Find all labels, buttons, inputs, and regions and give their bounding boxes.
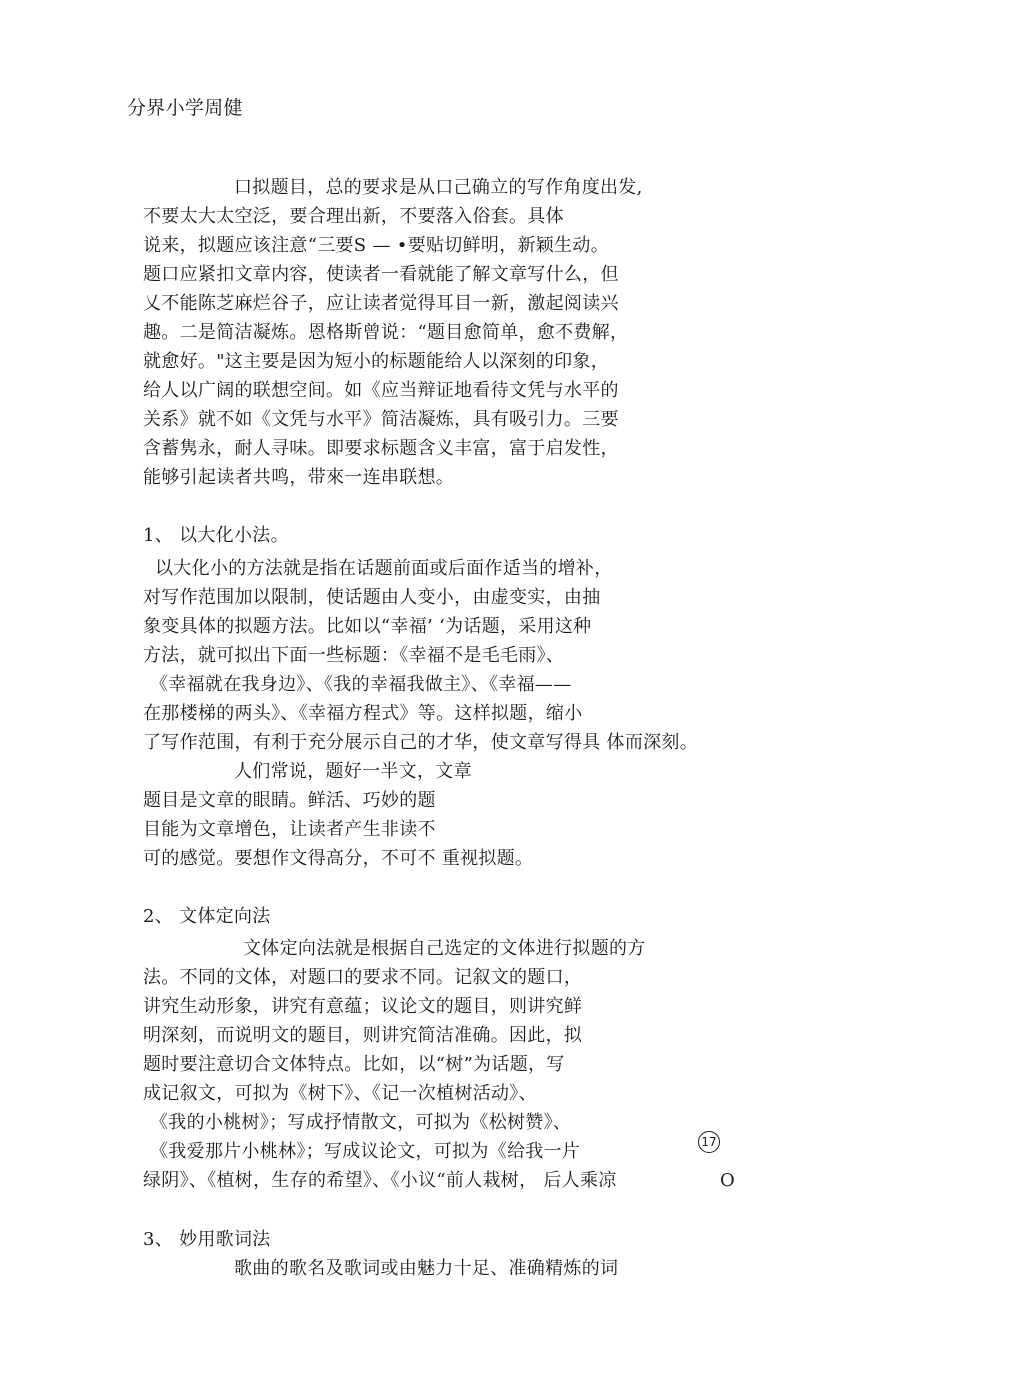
section-heading: 3、 妙用歌词法 [143,1229,271,1250]
end-marker: O [720,1170,735,1191]
text-line: 可的感觉。要想作文得高分，不可不 重视拟题。 [143,848,534,869]
text-line: 《我爱那片小桃林》；写成议论文，可拟为《给我一片 [150,1141,581,1162]
section-heading: 2、 文体定向法 [143,906,271,927]
text-line: 含蓄隽永，耐人寻味。即要求标题含义丰富，富于启发性， [143,438,619,459]
text-line: 口拟题目，总的要求是从口己确立的写作角度出发, [234,177,643,198]
text-line: 方法，就可拟出下面一些标题：《幸福不是毛毛雨》、 [143,645,565,666]
text-line: 文体定向法就是根据自己选定的文体进行拟题的方 [243,938,646,959]
author-header: 分界小学周健 [127,97,243,119]
text-line: 关系》就不如《文凭与水平》简洁凝炼，具有吸引力。三要 [143,409,619,430]
text-line: 绿阴》、《植树，生存的希望》、《小议“前人栽树， 后人乘凉 [143,1170,617,1191]
text-line: 人们常说，题好一半文，文章 [234,761,472,782]
text-line: 题目是文章的眼睛。鲜活、巧妙的题 [143,790,436,811]
text-line: 法。不同的文体，对题口的要求不同。记叙文的题口， [143,967,583,988]
text-line: 对写作范围加以限制，使话题由人变小，由虚变实，由抽 [143,587,601,608]
text-line: 就愈好。"这主要是因为短小的标题能给人以深刻的印象， [143,351,610,372]
text-line: 讲究生动形象，讲究有意蕴；议论文的题目，则讲究鲜 [143,996,583,1017]
text-line: 趣。二是简洁凝炼。恩格斯曾说：“题目愈简单，愈不费解， [143,322,629,343]
text-line: 明深刻，而说明文的题目，则讲究简洁准确。因此，拟 [143,1025,583,1046]
text-line: 题时要注意切合文体特点。比如，以“树”为话题，写 [143,1054,565,1075]
text-line: 能够引起读者共鸣，带來一连串联想。 [143,467,455,488]
circled-number-marker: 17 [698,1131,720,1153]
text-line: 不要太大太空泛，要合理出新，不要落入俗套。具体 [143,206,564,227]
text-line: 以大化小的方法就是指在话题前面或后面作适当的增补， [155,558,613,579]
text-line: 象变具体的拟题方法。比如以“幸福’ ‘为话题，采用这种 [143,616,592,637]
text-line: 《我的小桃树》；写成抒情散文，可拟为《松树赞》、 [150,1112,572,1133]
section-heading: 1、 以大化小法。 [143,525,289,546]
text-line: 目能为文章增色，让读者产生非读不 [143,819,436,840]
text-line: 成记叙文，可拟为《树下》、《记一次植树活动》、 [143,1083,537,1104]
text-line: 乂不能陈芝麻烂谷子，应让读者觉得耳目一新，激起阅读兴 [143,293,619,314]
text-line: 给人以广阔的联想空间。如《应当辩证地看待文凭与水平的 [143,380,619,401]
text-line: 在那楼梯的两头》、《幸福方程式》等。这样拟题，缩小 [143,703,583,724]
text-line: 歌曲的歌名及歌词或由魅力十足、准确精炼的词 [234,1258,619,1279]
text-line: 题口应紧扣文章内容，使读者一看就能了解文章写什么，但 [143,264,619,285]
text-line: 《幸福就在我身边》、《我的幸福我做主》、《幸福—— [150,674,572,695]
text-line: 了写作范围，有利于充分展示自己的才华，使文章写得具 体而深刻。 [143,732,699,753]
text-line: 说来，拟题应该注意“三要S — •要贴切鲜明，新颖生动。 [143,235,609,256]
